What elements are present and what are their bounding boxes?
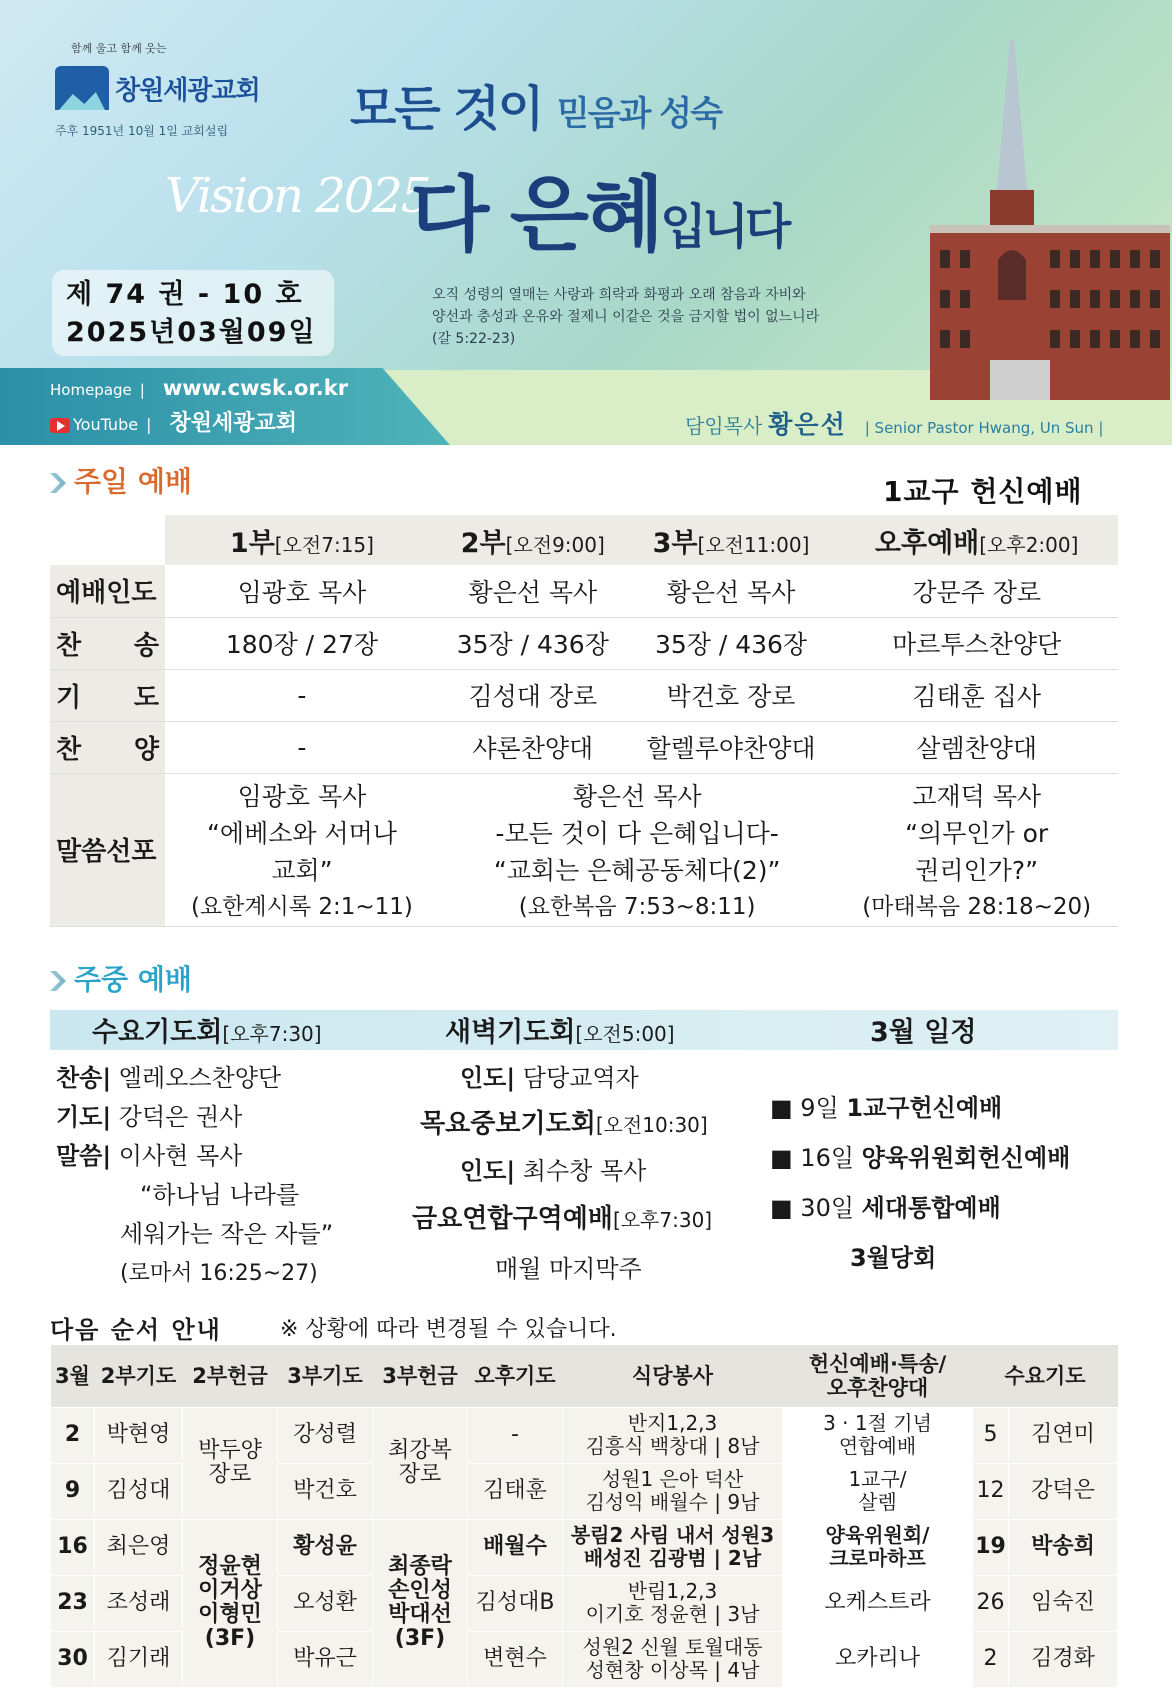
- cell: 황은선 목사: [627, 565, 836, 617]
- cell: 김기래: [95, 1631, 183, 1687]
- cell: 김경화: [1009, 1631, 1118, 1687]
- cell: 박현영: [95, 1407, 183, 1463]
- verse-reference: (갈 5:22-23): [432, 331, 516, 347]
- cell: 오케스트라: [783, 1575, 973, 1631]
- schedule-item: ■ 9일 1교구헌신예배: [770, 1094, 1003, 1122]
- verse-line: 오직 성령의 열매는 사랑과 희락과 화평과 오래 참음과 자비와: [432, 287, 806, 303]
- sunday-worship-title: 주일 예배: [50, 460, 192, 500]
- offering-2nd-a: 박두양 장로: [183, 1407, 278, 1519]
- cell: -: [165, 721, 439, 773]
- row-label: 말씀선포: [50, 773, 165, 926]
- cell: 3 · 1절 기념 연합예배: [783, 1407, 973, 1463]
- cell: 강성렬: [278, 1407, 373, 1463]
- table-row: [51, 1407, 1118, 1463]
- col-3rd-prayer: 3부기도: [278, 1345, 373, 1407]
- cell: 180장 / 27장: [165, 617, 439, 669]
- youtube-channel[interactable]: 창원세광교회: [169, 411, 297, 436]
- cell: 반림1,2,3 이기호 정윤현 | 3남: [563, 1575, 783, 1631]
- dawn-leader: 인도| 담당교역자: [460, 1064, 639, 1092]
- wed-song: 찬송| 엘레오스찬양단: [56, 1064, 282, 1092]
- issue-number: 제 74 권 - 10 호: [66, 279, 304, 310]
- col-wed-prayer: 수요기도: [973, 1345, 1118, 1407]
- wed-word: 말씀| 이사현 목사: [56, 1142, 243, 1170]
- cell: 박건호 장로: [627, 669, 836, 721]
- sermon-afternoon: 고재덕 목사 “의무인가 or 권리인가?” (마태복음 28:18~20): [835, 773, 1118, 926]
- youtube-link[interactable]: YouTube | 창원세광교회: [50, 406, 297, 437]
- col-pm-prayer: 오후기도: [468, 1345, 563, 1407]
- col-service-1: 1부[오전7:15]: [165, 515, 439, 565]
- row-label: 예배인도: [50, 565, 165, 617]
- cell: 박송희: [1009, 1519, 1118, 1575]
- homepage-url[interactable]: www.cwsk.or.kr: [162, 376, 349, 400]
- cell: 임광호 목사: [165, 565, 439, 617]
- cell: 마르투스찬양단: [835, 617, 1118, 669]
- church-logo: [55, 40, 265, 140]
- youtube-label: YouTube: [73, 415, 139, 434]
- youtube-play-icon: [50, 418, 70, 433]
- wed-scripture: (로마서 16:25~27): [120, 1261, 318, 1286]
- cell: 양육위원회/ 크로마하프: [783, 1519, 973, 1575]
- next-order-note: ※ 상황에 따라 변경될 수 있습니다.: [280, 1317, 617, 1342]
- cell: 박유근: [278, 1631, 373, 1687]
- offering-2nd-b: 정윤현 이거상 이형민 (3F): [183, 1519, 278, 1687]
- slogan-part-a: 모든 것이: [350, 81, 543, 137]
- homepage-label: Homepage: [50, 381, 132, 399]
- cell: 1교구/ 살렘: [783, 1463, 973, 1519]
- issue-info: [52, 270, 334, 356]
- schedule-item: ■ 16일 양육위원회헌신예배: [770, 1144, 1071, 1172]
- cell: -: [165, 669, 439, 721]
- issue-date: 2025년03월09일: [66, 317, 317, 348]
- cell: 오성환: [278, 1575, 373, 1631]
- church-name: 창원세광교회: [115, 76, 260, 106]
- church-logo-icon: [55, 66, 109, 110]
- cell: 할렐루야찬양대: [627, 721, 836, 773]
- cell: 5: [973, 1407, 1009, 1463]
- friday-note: 매월 마지막주: [495, 1255, 642, 1283]
- offering-3rd-a: 최강복 장로: [373, 1407, 468, 1519]
- cell: 최은영: [95, 1519, 183, 1575]
- slogan-line-2: [410, 150, 787, 267]
- schedule-title: 3월 일정: [870, 1017, 977, 1048]
- homepage-link[interactable]: Homepage | www.cwsk.or.kr: [50, 376, 349, 400]
- pastor-english-name: | Senior Pastor Hwang, Un Sun |: [864, 419, 1104, 437]
- col-2nd-offering: 2부헌금: [183, 1345, 278, 1407]
- col-service-3: 3부[오전11:00]: [627, 515, 836, 565]
- cell: 30: [51, 1631, 95, 1687]
- weekday-header-bar: [50, 1010, 1118, 1050]
- col-month: 3월: [51, 1345, 95, 1407]
- cell: 35장 / 436장: [627, 617, 836, 669]
- cell: 성원2 신월 토월대동 성현창 이상목 | 4남: [563, 1631, 783, 1687]
- table-row: [50, 721, 1118, 773]
- cell: 변현수: [468, 1631, 563, 1687]
- arrow-icon: [50, 473, 70, 493]
- slogan-line-1: [350, 70, 721, 139]
- established-date: 주후 1951년 10월 1일 교회설립: [55, 124, 229, 138]
- cell: 황은선 목사: [439, 565, 627, 617]
- cell: 배월수: [468, 1519, 563, 1575]
- sunday-worship-table: [50, 515, 1118, 927]
- row-label: 찬 양: [50, 721, 165, 773]
- bulletin-header: [0, 0, 1172, 445]
- next-order-title: 다음 순서 안내: [50, 1316, 222, 1344]
- sermon-service-1: 임광호 목사 “에베소와 서머나 교회” (요한계시록 2:1~11): [165, 773, 439, 926]
- friday-title: 금요연합구역예배[오후7:30]: [412, 1204, 713, 1234]
- sermon-service-2-3: 황은선 목사 -모든 것이 다 은혜입니다- “교회는 은혜공동체다(2)” (요한복음 7:53~8:11): [439, 773, 835, 926]
- cell: 살렘찬양대: [835, 721, 1118, 773]
- pastor-title: 담임목사: [685, 414, 763, 438]
- cell: 23: [51, 1575, 95, 1631]
- dawn-title: 새벽기도회[오전5:00]: [445, 1017, 675, 1048]
- wed-prayer: 기도| 강덕은 권사: [56, 1103, 243, 1131]
- schedule-extra: 3월당회: [850, 1244, 937, 1272]
- cell: 봉림2 사림 내서 성원3 배성진 김광범 | 2남: [563, 1519, 783, 1575]
- col-devotion: 헌신예배·특송/ 오후찬양대: [783, 1345, 973, 1407]
- logo-tagline: 함께 울고 함께 웃는: [71, 42, 167, 55]
- thursday-title: 목요중보기도회[오전10:30]: [420, 1109, 708, 1139]
- cell: 김성대B: [468, 1575, 563, 1631]
- cell: 박건호: [278, 1463, 373, 1519]
- cell: 19: [973, 1519, 1009, 1575]
- cell: 35장 / 436장: [439, 617, 627, 669]
- cell: 반지1,2,3 김흥식 백창대 | 8남: [563, 1407, 783, 1463]
- table-row: [50, 617, 1118, 669]
- cell: 황성윤: [278, 1519, 373, 1575]
- cell: 김성대: [95, 1463, 183, 1519]
- cell: 16: [51, 1519, 95, 1575]
- cell: 2: [51, 1407, 95, 1463]
- cell: 김성대 장로: [439, 669, 627, 721]
- sermon-row: [50, 773, 1118, 926]
- cell: 2: [973, 1631, 1009, 1687]
- table-row: [50, 565, 1118, 617]
- verse-line: 양선과 충성과 온유와 절제니 이같은 것을 금지할 법이 없느니라: [432, 309, 820, 325]
- arrow-icon: [50, 971, 70, 991]
- wed-sermon-title: 세워가는 작은 자들”: [120, 1220, 334, 1248]
- cell: 김태훈: [468, 1463, 563, 1519]
- wed-sermon-title: “하나님 나라를: [140, 1181, 300, 1209]
- col-kitchen-service: 식당봉사: [563, 1345, 783, 1407]
- col-2nd-prayer: 2부기도: [95, 1345, 183, 1407]
- wednesday-title: 수요기도회[오후7:30]: [92, 1017, 322, 1048]
- offering-3rd-b: 최종락 손인성 박대선 (3F): [373, 1519, 468, 1687]
- next-order-table: [50, 1345, 1118, 1688]
- table-row: [51, 1519, 1118, 1575]
- slogan-part-b: 믿음과 성숙: [556, 94, 721, 134]
- slogan-part-c: 다 은혜: [410, 167, 661, 263]
- bible-verse: [432, 284, 872, 350]
- cell: 김태훈 집사: [835, 669, 1118, 721]
- cell: 샤론찬양대: [439, 721, 627, 773]
- col-3rd-offering: 3부헌금: [373, 1345, 468, 1407]
- row-label: 찬 송: [50, 617, 165, 669]
- senior-pastor: [685, 405, 1103, 441]
- cell: 임숙진: [1009, 1575, 1118, 1631]
- cell: 강덕은: [1009, 1463, 1118, 1519]
- weekday-worship-title: 주중 예배: [50, 958, 192, 998]
- cell: 오카리나: [783, 1631, 973, 1687]
- vision-title: Vision 2025: [165, 168, 430, 224]
- cell: 12: [973, 1463, 1009, 1519]
- church-building-illustration: [930, 40, 1170, 400]
- cell: 조성래: [95, 1575, 183, 1631]
- march-schedule: [770, 1083, 1070, 1283]
- devotion-service-tag: 1교구 헌신예배: [883, 475, 1083, 508]
- table-row: [50, 669, 1118, 721]
- pastor-name: 황은선: [768, 410, 847, 439]
- col-afternoon: 오후예배[오후2:00]: [835, 515, 1118, 565]
- cell: 9: [51, 1463, 95, 1519]
- slogan-part-d: 입니다: [660, 199, 788, 255]
- cell: 김연미: [1009, 1407, 1118, 1463]
- cell: 강문주 장로: [835, 565, 1118, 617]
- row-label: 기 도: [50, 669, 165, 721]
- schedule-item: ■ 30일 세대통합예배: [770, 1194, 1001, 1222]
- col-service-2: 2부[오전9:00]: [439, 515, 627, 565]
- cell: 26: [973, 1575, 1009, 1631]
- cell: -: [468, 1407, 563, 1463]
- thursday-leader: 인도| 최수창 목사: [460, 1157, 647, 1185]
- cell: 성원1 은아 덕산 김성익 배월수 | 9남: [563, 1463, 783, 1519]
- empty-header: [50, 515, 165, 565]
